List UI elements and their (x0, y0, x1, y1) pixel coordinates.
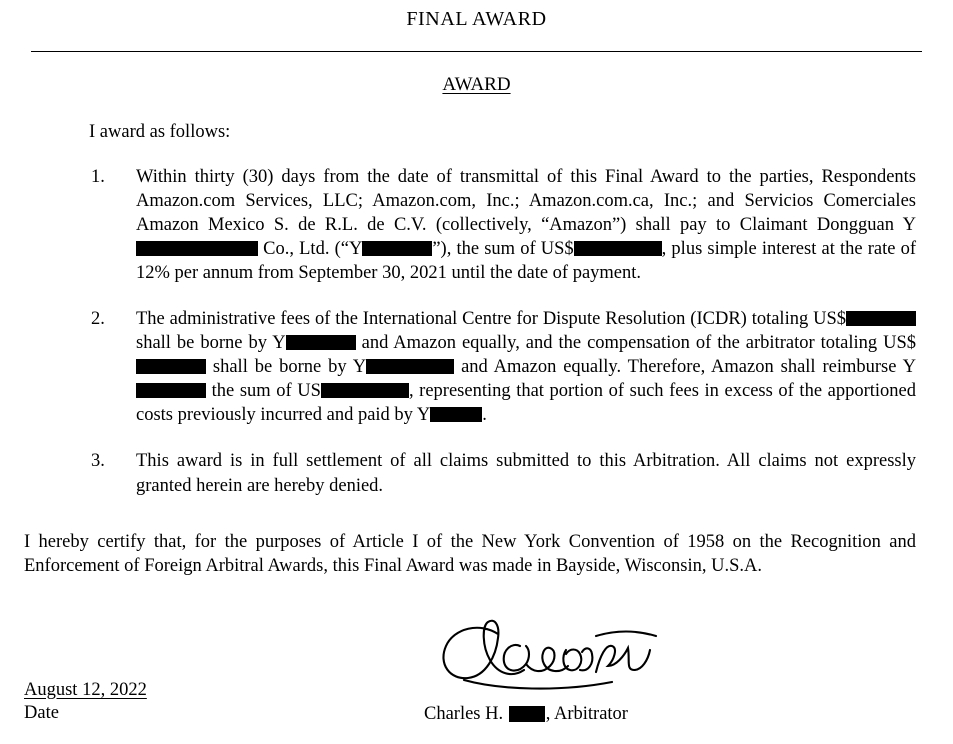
redaction-box (136, 383, 206, 398)
redaction-box (362, 241, 432, 256)
redaction-box (321, 383, 409, 398)
item-text-part: shall be borne by Y (206, 357, 367, 378)
document-page (0, 8, 953, 737)
redaction-box (846, 311, 916, 326)
arbitrator-name-suffix: , Arbitrator (545, 703, 628, 724)
signature-date: August 12, 2022 (24, 679, 147, 700)
item-text-part: and Amazon equally, and the compensation of the arbitrator totaling US$ (355, 333, 917, 354)
item-number: 3. (91, 451, 105, 472)
redaction-box (136, 359, 206, 374)
lead-in-text: I award as follows: (89, 122, 231, 142)
page-title: FINAL AWARD (406, 8, 547, 30)
redaction-box (366, 359, 454, 374)
item-number: 1. (91, 167, 105, 187)
award-items-list (31, 165, 916, 498)
award-item-3 (31, 449, 916, 497)
award-item-1 (31, 165, 916, 285)
item-text-part: The administrative fees of the International Centre for Dispute Resolution (ICDR) totaling US$ (136, 309, 846, 330)
arbitrator-name-prefix: Charles H. (424, 703, 508, 724)
item-text-part: shall be borne by Y (136, 333, 286, 354)
item-text-part: , representing that portion of such fees in excess of the apportioned costs previously incurred and paid by Y (136, 381, 916, 426)
award-item-2 (31, 307, 916, 427)
redaction-box (509, 706, 545, 722)
section-heading: AWARD (442, 74, 511, 95)
item-text-part: the sum of US (206, 381, 321, 402)
date-label: Date (24, 702, 59, 723)
certification-paragraph: I hereby certify that, for the purposes of Article I of the New York Convention of 1958 on the Recognition and Enforcement of Foreign Arbitral Awards, this Final Award was made in Bayside, Wisconsin, U.S.A. (24, 531, 916, 576)
item-text-part: , plus simple interest at the rate of 12% per annum from September 30, 2021 until the date of payment. (136, 239, 916, 284)
item-text-part: and Amazon equally. Therefore, Amazon shall reimburse Y (454, 357, 916, 378)
item-text-part: This award is in full settlement of all claims submitted to this Arbitration. All claims not expressly granted herein are hereby denied. (136, 451, 916, 496)
signature-area (0, 624, 953, 744)
header-divider (31, 51, 922, 52)
arbitrator-line (424, 704, 628, 725)
item-text-part: ”), the sum of US$ (432, 239, 574, 260)
item-text-part: . (482, 405, 487, 426)
item-text-part: Co., Ltd. (“Y (258, 239, 363, 260)
redaction-box (430, 407, 482, 422)
signature-image (420, 616, 680, 711)
date-block (24, 680, 147, 724)
redaction-box (574, 241, 662, 256)
redaction-box (136, 241, 258, 256)
redaction-box (286, 335, 356, 350)
document-body (0, 122, 953, 498)
item-text-part: Within thirty (30) days from the date of transmittal of this Final Award to the parties, Respondents Amazon.com Services, LLC; Amazon.com, Inc.; Amazon.com.ca, Inc.; and Servicios Comerciales Amazon Mexico S. de R.L. de C.V. (collectively, “Amazon”) shall pay to Claimant Dongguan Y (136, 167, 916, 236)
item-number: 2. (91, 309, 105, 330)
